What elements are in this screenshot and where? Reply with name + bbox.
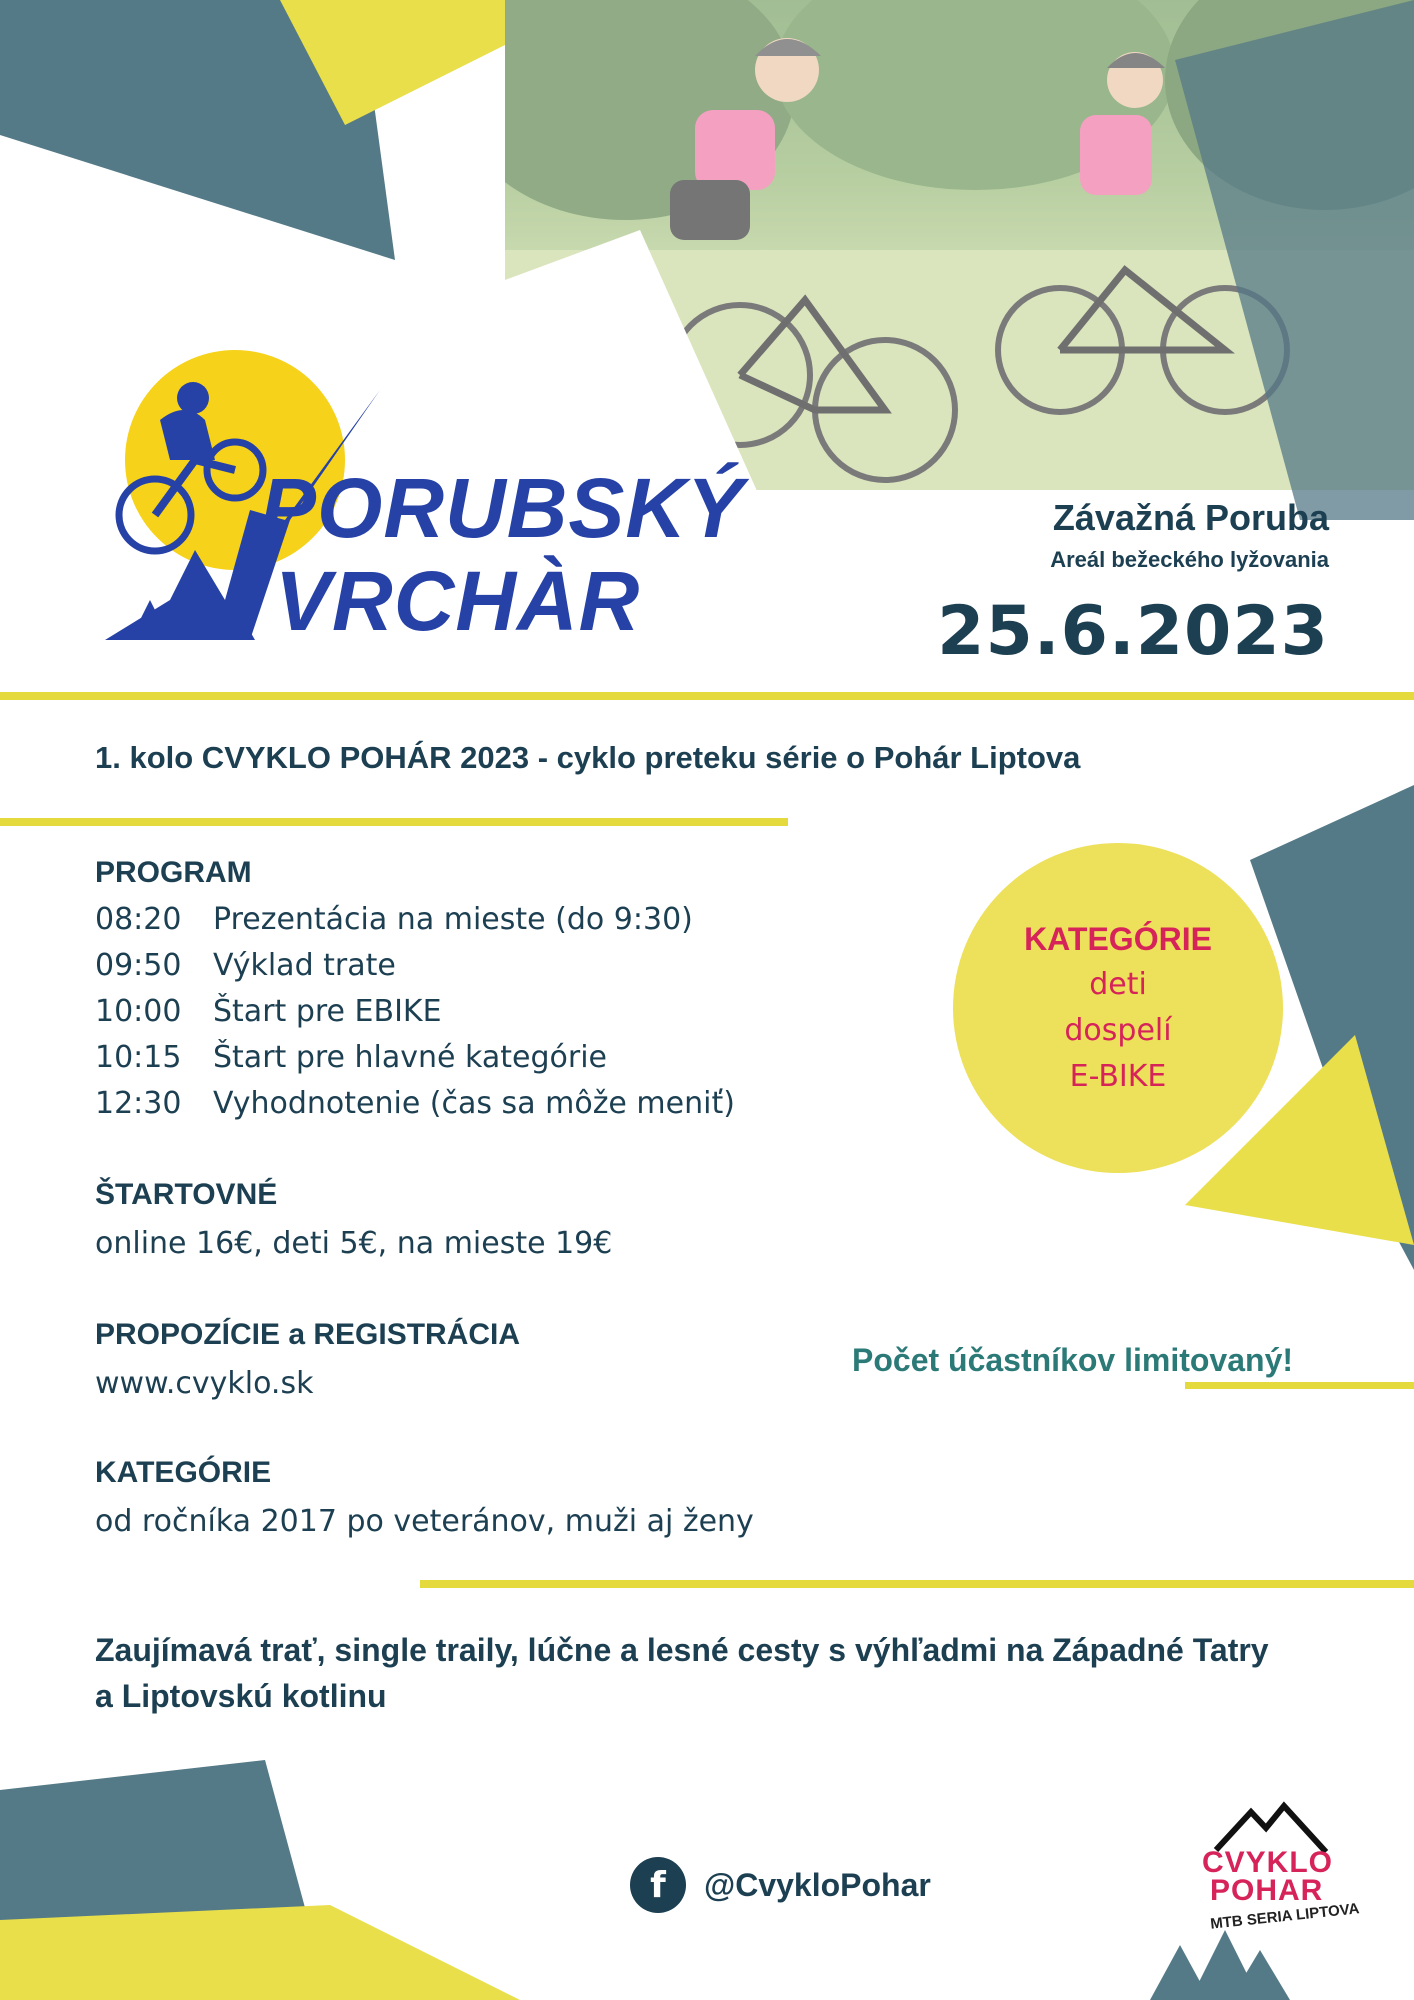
event-date: 25.6.2023 bbox=[937, 592, 1329, 671]
program-label: Štart pre hlavné kategórie bbox=[213, 1040, 607, 1075]
categories-title: KATEGÓRIE bbox=[95, 1456, 272, 1489]
program-time: 09:50 bbox=[95, 948, 182, 983]
program-row bbox=[95, 994, 442, 1029]
brand-line-2: POHAR bbox=[1210, 1874, 1324, 1907]
venue-name: Závažná Poruba bbox=[1052, 497, 1329, 538]
registration-link[interactable]: www.cvyklo.sk bbox=[95, 1366, 314, 1401]
facebook-handle: @CvykloPohar bbox=[704, 1866, 931, 1903]
program-label: Štart pre EBIKE bbox=[213, 994, 442, 1029]
headline: 1. kolo CVYKLO POHÁR 2023 - cyklo preteku série o Pohár Liptova bbox=[95, 740, 1081, 775]
program-time: 10:00 bbox=[95, 994, 182, 1029]
brand-line-1: CVYKLO bbox=[1202, 1846, 1334, 1879]
cvyklo-pohar-logo bbox=[1196, 1800, 1361, 1940]
facebook-icon: f bbox=[630, 1857, 686, 1913]
facebook-link[interactable] bbox=[630, 1857, 931, 1913]
program-label: Prezentácia na mieste (do 9:30) bbox=[213, 902, 693, 937]
program-time: 10:15 bbox=[95, 1040, 182, 1075]
program-time: 12:30 bbox=[95, 1086, 182, 1121]
categories-badge-item: dospelí bbox=[1064, 1013, 1172, 1048]
fee-title: ŠTARTOVNÉ bbox=[95, 1178, 278, 1211]
program-row bbox=[95, 1086, 735, 1121]
categories-badge-item: deti bbox=[1089, 967, 1147, 1002]
program-label: Vyhodnotenie (čas sa môže meniť) bbox=[213, 1086, 735, 1121]
program-label: Výklad trate bbox=[213, 948, 396, 983]
program-row bbox=[95, 1040, 607, 1075]
fee-text: online 16€, deti 5€, na mieste 19€ bbox=[95, 1226, 613, 1261]
divider-headline bbox=[0, 818, 788, 826]
program-time: 08:20 bbox=[95, 902, 182, 937]
limit-underline bbox=[1185, 1382, 1414, 1389]
program-title: PROGRAM bbox=[95, 856, 252, 889]
registration-title: PROPOZÍCIE a REGISTRÁCIA bbox=[95, 1318, 521, 1351]
categories-text: od ročníka 2017 po veteránov, muži aj ženy bbox=[95, 1504, 754, 1539]
categories-badge bbox=[953, 843, 1283, 1173]
limit-note: Počet účastníkov limitovaný! bbox=[852, 1342, 1294, 1378]
program-row bbox=[95, 948, 396, 983]
program-row bbox=[95, 902, 693, 937]
logo-word-1: PORUBSKÝ bbox=[260, 461, 745, 555]
brand-line-3: MTB SERIA LIPTOVA bbox=[1209, 1900, 1361, 1933]
course-description: Zaujímavá trať, single traily, lúčne a lesné cesty s výhľadmi na Západné Tatry a Liptovskú kotlinu bbox=[95, 1632, 1269, 1714]
divider-bottom bbox=[420, 1580, 1414, 1588]
categories-badge-item: E-BIKE bbox=[1069, 1059, 1167, 1094]
categories-badge-title: KATEGÓRIE bbox=[1024, 921, 1212, 957]
logo-word-2: VRCHÀR bbox=[275, 554, 641, 648]
divider-top bbox=[0, 692, 1414, 700]
event-logo bbox=[75, 350, 755, 670]
venue-subtitle: Areál bežeckého lyžovania bbox=[1050, 547, 1329, 572]
